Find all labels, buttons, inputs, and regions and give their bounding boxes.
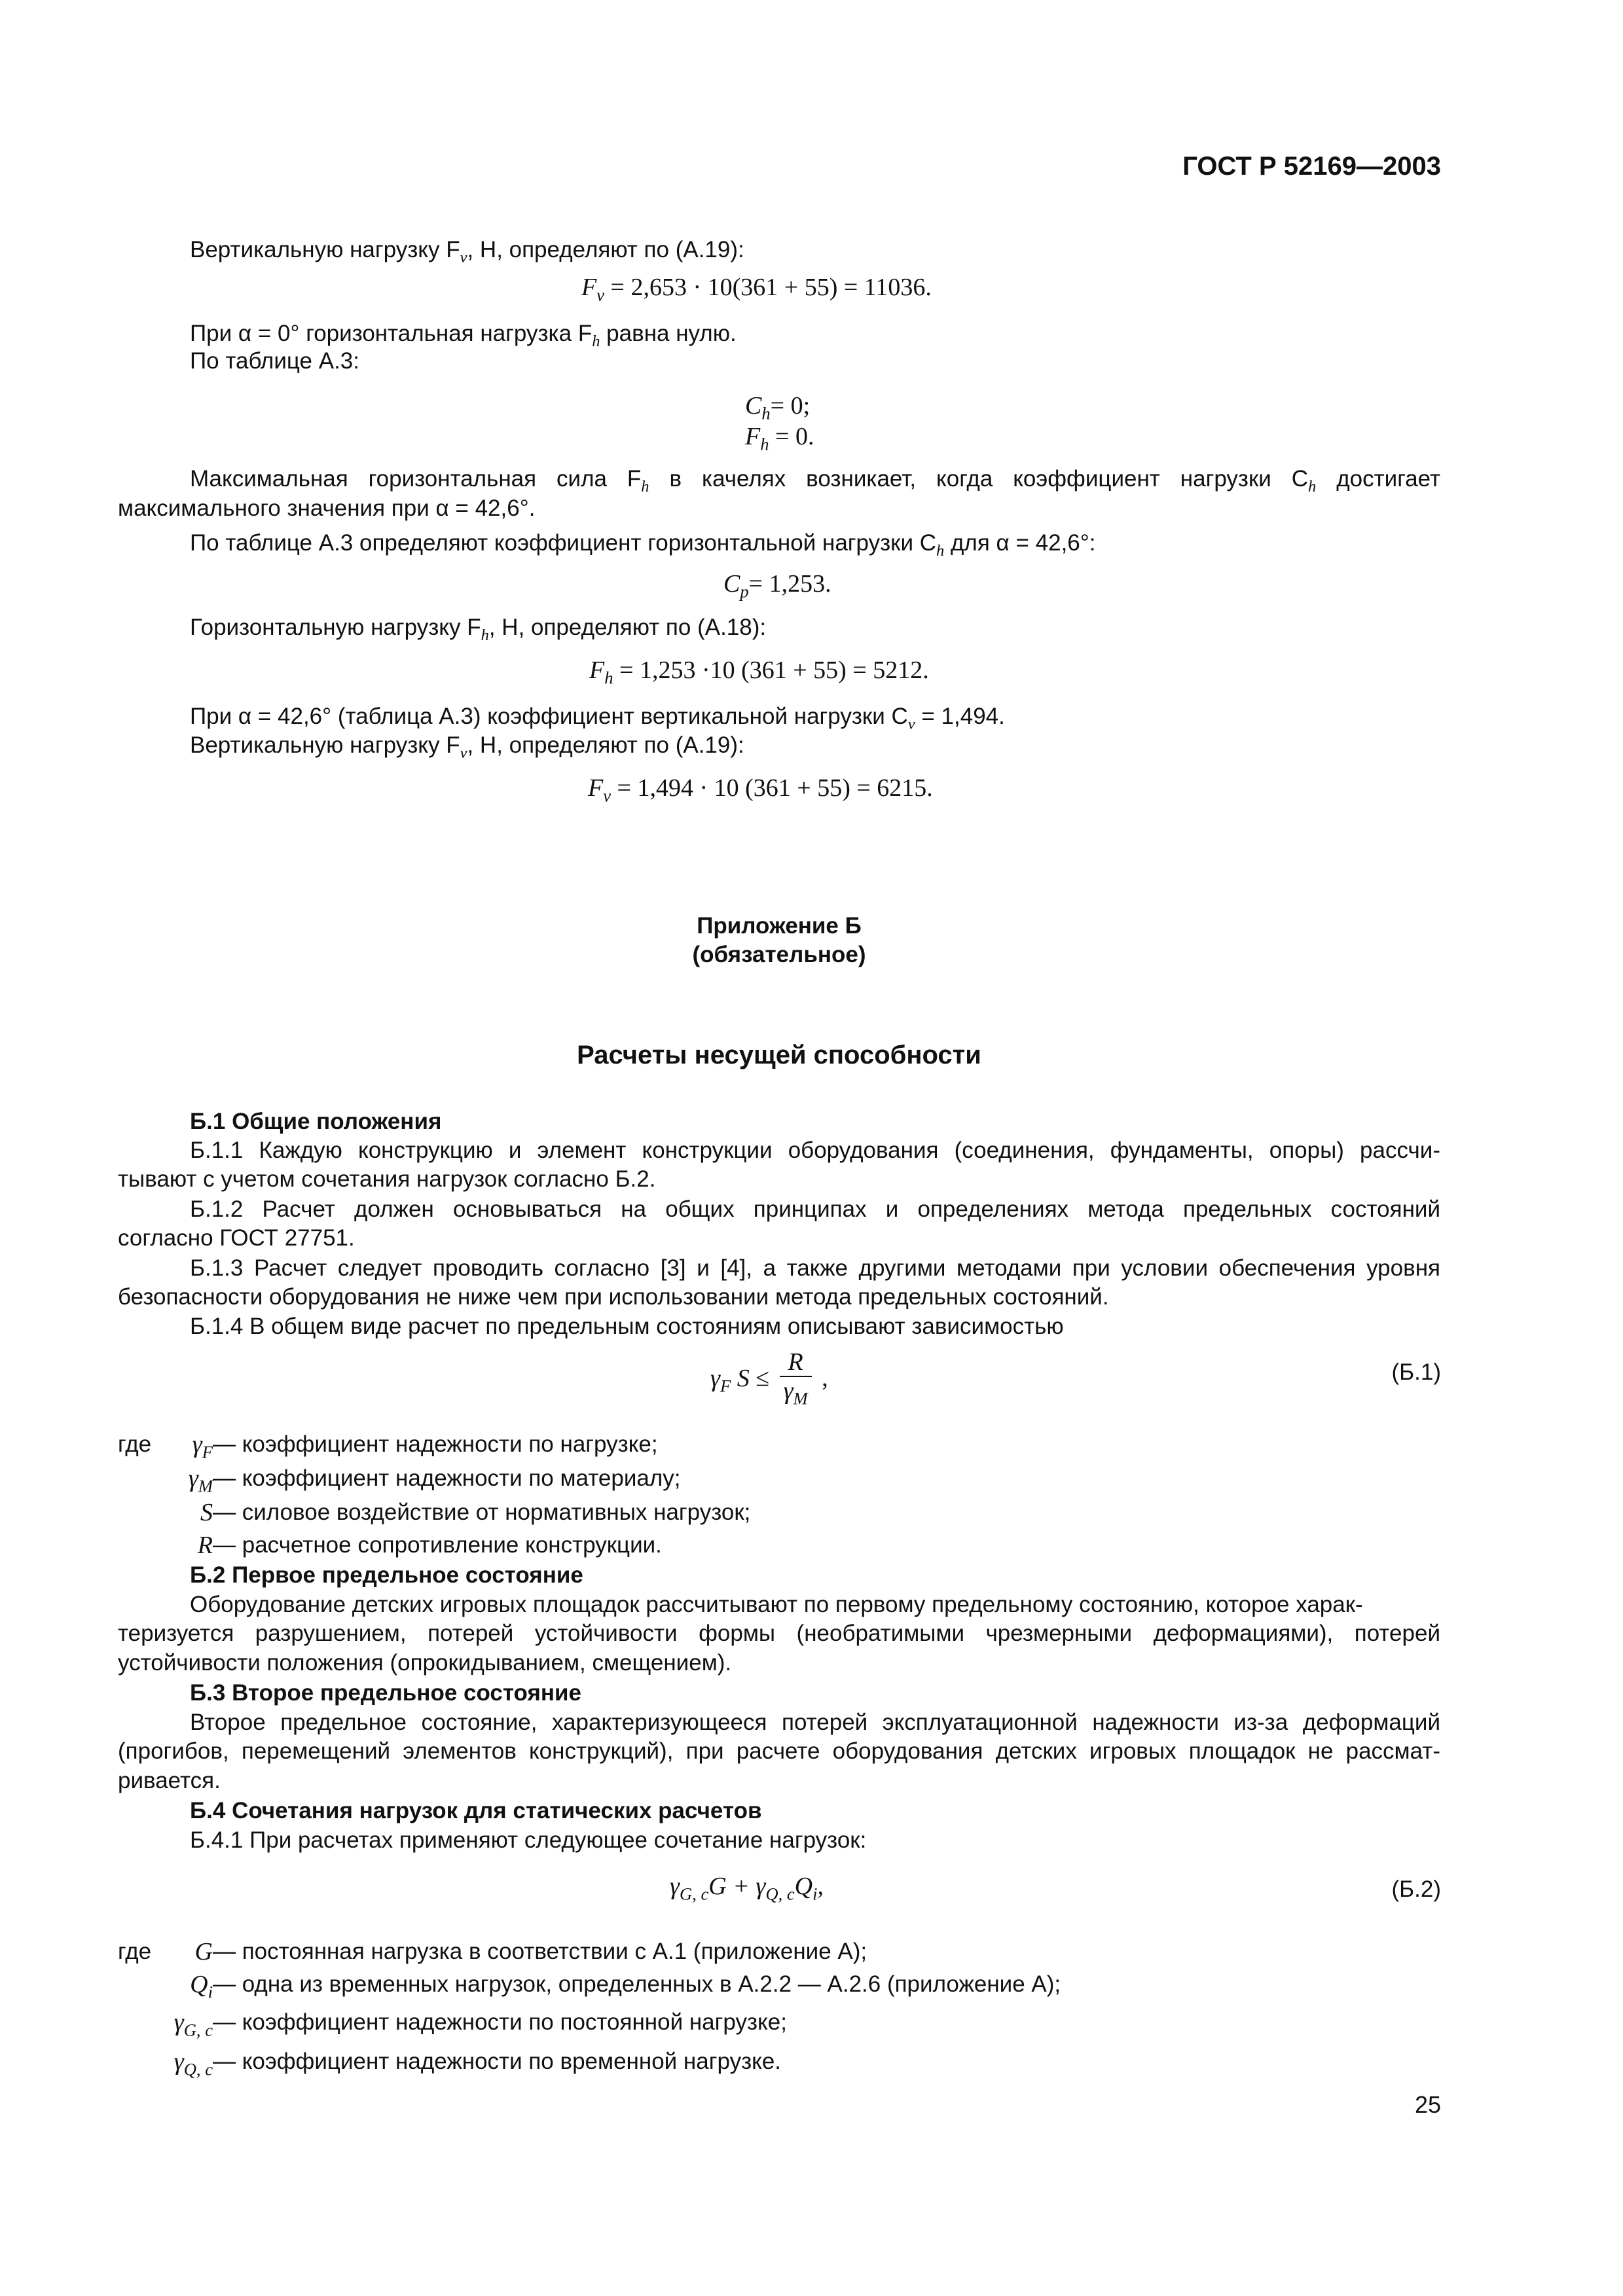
paragraph-max-horizontal: Максимальная горизонтальная сила $F_h$ в качелях возникает, когда коэффициент нагрузки $C_h$ достигает [190, 466, 1441, 495]
paragraph-b2-line3: устойчивости положения (опрокидыванием, смещением). [118, 1650, 732, 1676]
paragraph-b4-1: Б.4.1 При расчетах применяют следующее сочетание нагрузок: [190, 1827, 867, 1853]
definition-r: — расчетное сопротивление конструкции. [213, 1532, 662, 1558]
paragraph-b2-line1: Оборудование детских игровых площадок рассчитывают по первому предельному состоянию, которое харак- [190, 1592, 1363, 1617]
paragraph-b2-line2: теризуется разрушением, потерей устойчивости формы (необратимыми чрезмерными деформациями), потерей [118, 1621, 1440, 1646]
paragraph-horizontal-coef: По таблице А.3 определяют коэффициент горизонтальной нагрузки $C_h$ для α = 42,6°: [190, 530, 1096, 560]
definition-gamma-qc: — коэффициент надежности по временной нагрузке. [213, 2049, 782, 2074]
equation-b1: $\gamma_F$ S ≤ $\frac{R}{\gamma_M}$ , [710, 1348, 828, 1412]
equation-fh-zero: $F_h = 0$. [745, 423, 814, 454]
where-label-b4: где [118, 1939, 152, 1964]
definition-gamma-m: — коэффициент надежности по материалу; [213, 1465, 681, 1491]
symbol-gamma-m: $\gamma_M$ [188, 1465, 213, 1496]
paragraph-b1-2: Б.1.2 Расчет должен основываться на общих принципах и определениях метода предельных состояний [190, 1196, 1440, 1222]
paragraph-b1-1: Б.1.1 Каждую конструкцию и элемент конструкции оборудования (соединения, фундаменты, опоры) рассчи- [190, 1138, 1440, 1163]
symbol-g: G [194, 1938, 213, 1965]
equation-number-b1: (Б.1) [1391, 1359, 1441, 1385]
appendix-title: Приложение Б [697, 913, 862, 939]
symbol-s: S [200, 1499, 213, 1526]
symbol-r: R [197, 1532, 213, 1559]
paragraph-b3-line1: Второе предельное состояние, характеризующееся потерей эксплуатационной надежности из-за деформаций [190, 1710, 1440, 1735]
appendix-status: (обязательное) [692, 942, 866, 967]
definition-g: — постоянная нагрузка в соответствии с А.1 (приложение А); [213, 1939, 867, 1964]
paragraph-vertical-load-2: Вертикальную нагрузку $F_v$, Н, определяют по (А.19): [190, 732, 744, 762]
paragraph-table-a3: По таблице А.3: [190, 348, 359, 374]
equation-ch-zero: $C_h= 0$; [745, 392, 811, 423]
equation-b2: $\gamma_{G, c}G + \gamma_{Q, c}Q_i$, [670, 1873, 824, 1904]
paragraph-b1-4: Б.1.4 В общем виде расчет по предельным состояниям описывают зависимостью [190, 1314, 1064, 1339]
equation-fv-1: $F_v = 2,653 \cdot 10(361 + 55) = 11036$. [581, 274, 932, 305]
paragraph-b1-3: Б.1.3 Расчет следует проводить согласно [3] и [4], а также другими методами при условии обеспечения уровня [190, 1255, 1440, 1281]
section-b2-heading: Б.2 Первое предельное состояние [190, 1562, 583, 1588]
definition-s: — силовое воздействие от нормативных нагрузок; [213, 1499, 751, 1525]
symbol-gamma-gc: $\gamma_{G, c}$ [173, 2009, 213, 2040]
equation-number-b2: (Б.2) [1391, 1876, 1441, 1902]
definition-qi: — одна из временных нагрузок, определенных в А.2.2 — А.2.6 (приложение А); [213, 1971, 1061, 1997]
paragraph-alpha-zero: При α = 0° горизонтальная нагрузка $F_h$ равна нулю. [190, 321, 737, 350]
section-b4-heading: Б.4 Сочетания нагрузок для статических расчетов [190, 1798, 762, 1823]
paragraph-vertical-coef: При α = 42,6° (таблица А.3) коэффициент вертикальной нагрузки $C_v = 1,494$. [190, 704, 1005, 733]
paragraph-horizontal-load: Горизонтальную нагрузку $F_h$, Н, определяют по (А.18): [190, 615, 767, 644]
paragraph-b3-line2: (прогибов, перемещений элементов конструкций), при расчете оборудования детских игровых площадок не рассмат- [118, 1738, 1440, 1764]
equation-fv-2: $F_v = 1,494 \cdot 10$ (361 + 55) = 6215. [588, 774, 933, 806]
paragraph-vertical-load: Вертикальную нагрузку $F_v$, Н, определяют по (А.19): [190, 237, 744, 266]
equation-fh: $F_h = 1,253 \cdot 10$ (361 + 55) = 5212. [589, 656, 929, 688]
symbol-qi: $Q_i$ [190, 1971, 213, 2002]
standard-number: ГОСТ Р 52169—2003 [1182, 152, 1441, 181]
fraction: $\frac{R}{\gamma_M}$ [780, 1348, 812, 1412]
section-b3-heading: Б.3 Второе предельное состояние [190, 1680, 582, 1706]
symbol-gamma-qc: $\gamma_{Q, c}$ [173, 2048, 213, 2079]
equation-cp: $C_p= 1,253$. [723, 570, 831, 601]
appendix-heading: Расчеты несущей способности [577, 1041, 981, 1069]
paragraph-b1-1-cont: тывают с учетом сочетания нагрузок согласно Б.2. [118, 1166, 656, 1192]
paragraph-b1-3-cont: безопасности оборудования не ниже чем при использовании метода предельных состояний. [118, 1284, 1109, 1310]
definition-gamma-gc: — коэффициент надежности по постоянной нагрузке; [213, 2009, 787, 2035]
paragraph-b3-line3: ривается. [118, 1768, 221, 1793]
paragraph-b1-2-cont: согласно ГОСТ 27751. [118, 1225, 355, 1251]
definition-gamma-f: — коэффициент надежности по нагрузке; [213, 1431, 658, 1457]
symbol-gamma-f: $\gamma_F$ [192, 1431, 213, 1462]
where-label-b1: где [118, 1431, 152, 1457]
section-b1-heading: Б.1 Общие положения [190, 1109, 442, 1134]
page-number: 25 [1414, 2091, 1441, 2118]
paragraph-max-horizontal-cont: максимального значения при α = 42,6°. [118, 495, 536, 521]
